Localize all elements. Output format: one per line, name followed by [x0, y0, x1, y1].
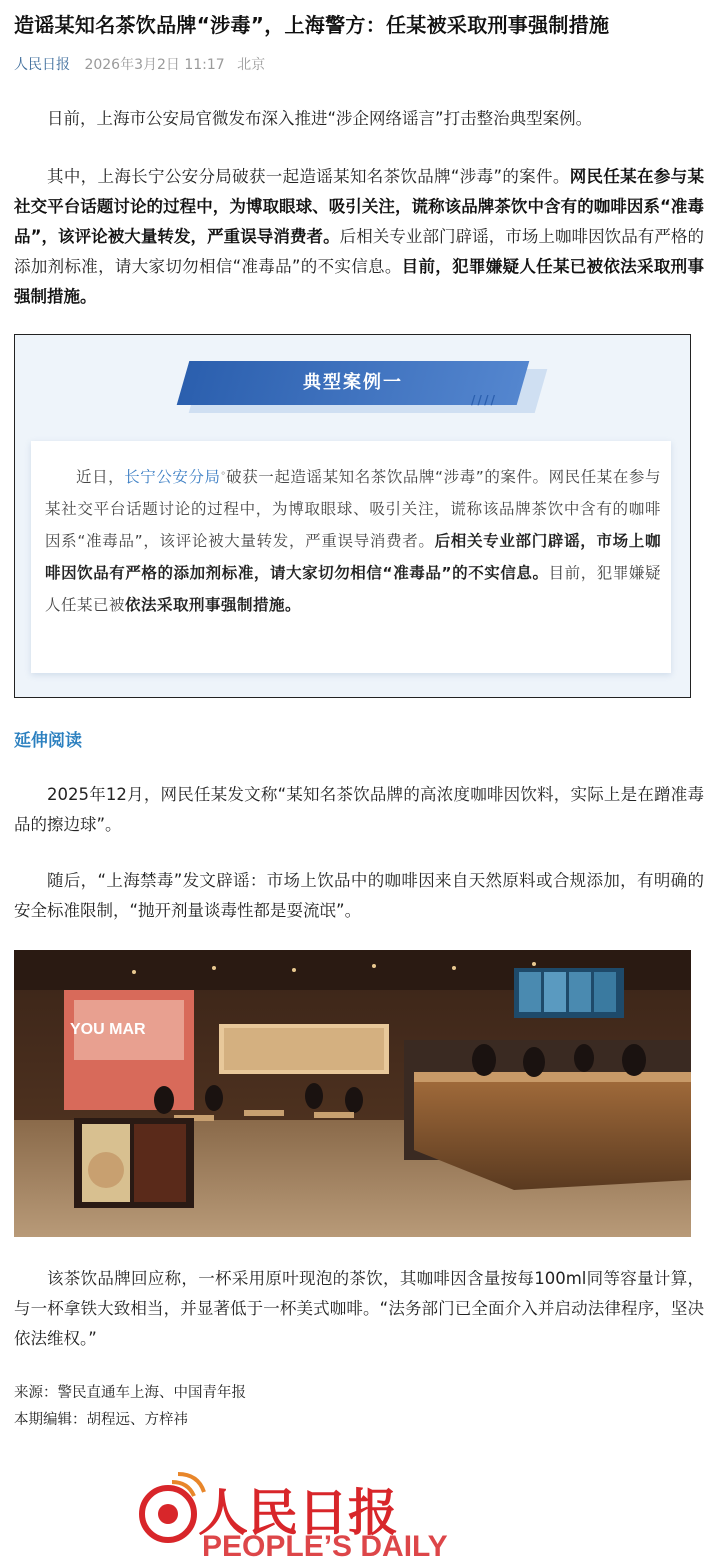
- case-banner-title: 典型案例一: [303, 372, 403, 393]
- case-card: [31, 441, 671, 673]
- case-paragraph-a: 其中，上海长宁公安分局破获一起造谣某知名茶饮品牌“涉毒”的案件。: [47, 167, 570, 186]
- case-card-text-d: 目前，犯罪嫌疑人任某已被: [45, 564, 661, 614]
- case-card-text-a: 近日，: [76, 468, 125, 486]
- case-paragraph-d: 目前，犯罪嫌疑人任某已被依法采取刑事强制措施。: [14, 257, 705, 306]
- case-card-text-c: 后相关专业部门辟谣，市场上咖啡因饮品有严格的添加剂标准，请大家切勿相信“准毒品”的不实信息。: [45, 532, 661, 582]
- case-card-text: [45, 461, 661, 621]
- police-branch-link[interactable]: 长宁公安分局: [124, 468, 221, 486]
- article-title: 造谣某知名茶饮品牌“涉毒”，上海警方：任某被采取刑事强制措施: [14, 13, 610, 37]
- article-meta: [14, 54, 273, 74]
- logo-cn: 人民日报: [198, 1485, 398, 1541]
- extended-paragraph-2: 随后，“上海禁毒”发文辟谣：市场上饮品中的咖啡因来自天然原料或合规添加，有明确的安全标准限制，“抛开剂量谈毒性都是耍流氓”。: [14, 871, 704, 920]
- search-small-icon: °: [220, 471, 227, 482]
- case-paragraph: [14, 162, 704, 312]
- sign-text: YOU MAR: [70, 1021, 146, 1038]
- store-photo: [14, 950, 691, 1237]
- source-link[interactable]: 人民日报: [14, 57, 70, 73]
- publish-location: 北京: [237, 57, 266, 73]
- logo-image: [132, 1468, 592, 1564]
- logo-en: PEOPLE’S DAILY: [202, 1530, 448, 1563]
- extended-paragraph-3: 该茶饮品牌回应称，一杯采用原叶现泡的茶饮，其咖啡因含量按每100ml同等容量计算，与一杯拿铁大致相当，并显著低于一杯美式咖啡。“法务部门已全面介入并启动法律程序，坚决依法维权。”: [14, 1269, 704, 1348]
- case-image-box: [14, 334, 691, 698]
- case-card-text-e: 依法采取刑事强制措施。: [125, 596, 302, 614]
- case-paragraph-b: 网民任某在参与某社交平台话题讨论的过程中，为博取眼球、吸引关注，谎称该品牌茶饮中含有的咖啡因系“准毒品”，该评论被大量转发，严重误导消费者。: [14, 167, 705, 246]
- footer-source: 来源：警民直通车上海、中国青年报: [14, 1385, 246, 1401]
- footer-editor: 本期编辑：胡程远、方梓祎: [14, 1412, 188, 1428]
- store-photo-image: [14, 950, 691, 1237]
- publish-date: 2026年3月2日 11:17: [84, 57, 225, 73]
- case-card-text-b: 破获一起造谣某知名茶饮品牌“涉毒”的案件。网民任某在参与某社交平台话题讨论的过程中，为博取眼球、吸引关注，谎称该品牌茶饮中含有的咖啡因系“准毒品”，该评论被大量转发，严重误导消费者。: [45, 468, 661, 550]
- peoples-daily-logo: [132, 1468, 592, 1564]
- banner-stripes-icon: / / / /: [471, 393, 495, 407]
- section-heading: 延伸阅读: [14, 731, 82, 751]
- intro-paragraph: 日前，上海市公安局官微发布深入推进“涉企网络谣言”打击整治典型案例。: [47, 109, 593, 128]
- extended-paragraph-1: 2025年12月，网民任某发文称“某知名茶饮品牌的高浓度咖啡因饮料，实际上是在蹭准毒品的擦边球”。: [14, 785, 704, 834]
- case-paragraph-c: 后相关专业部门辟谣，市场上咖啡因饮品有严格的添加剂标准，请大家切勿相信“准毒品”的不实信息。: [14, 227, 704, 276]
